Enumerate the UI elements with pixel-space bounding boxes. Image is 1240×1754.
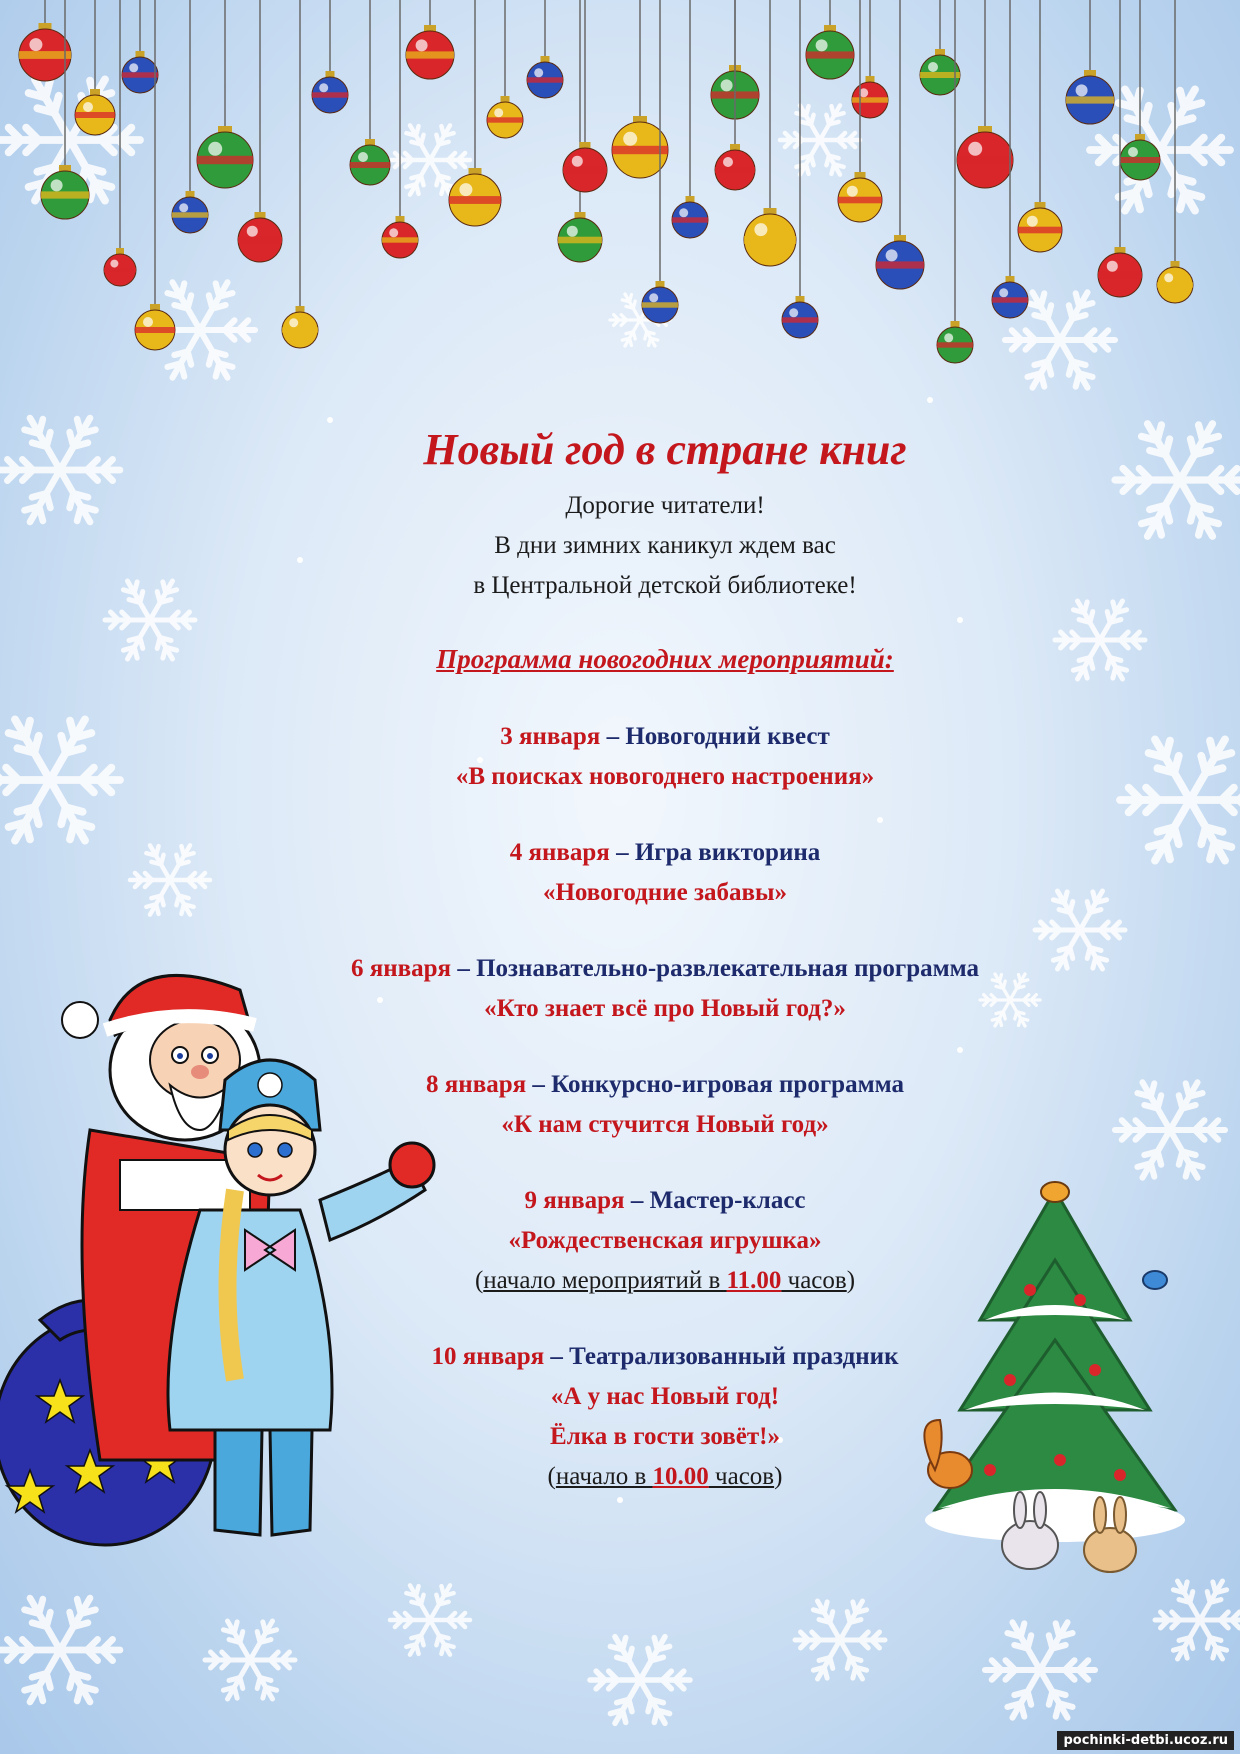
event-note-text: ) (846, 1266, 856, 1294)
ornament-ball-icon (563, 0, 607, 192)
event-item (300, 833, 1030, 913)
event-item (300, 717, 1030, 797)
event-date: 3 января (500, 722, 601, 750)
event-note-text: часов (781, 1266, 847, 1294)
event-date: 9 января (524, 1186, 625, 1214)
event-dash: – (451, 954, 477, 982)
snowflake-icon (105, 581, 195, 659)
ornament-ball-icon (75, 0, 115, 135)
event-kind: Театрализованный праздник (569, 1342, 899, 1370)
event-name: «К нам стучится Новый год» (501, 1110, 829, 1138)
program-heading: Программа новогодних мероприятий: (436, 643, 894, 674)
snowflake-icon (205, 1621, 295, 1699)
ornament-ball-icon (122, 0, 158, 93)
ornament-ball-icon (1018, 0, 1062, 252)
ornament-ball-icon (957, 0, 1013, 188)
snowflake-icon (590, 1637, 690, 1724)
ornament-ball-icon (672, 0, 708, 238)
ornament-ball-icon (527, 0, 563, 98)
intro-line: В дни зимних каникул ждем вас (494, 531, 836, 559)
intro-line: в Центральной детской библиотеке! (473, 571, 857, 599)
event-date: 4 января (509, 838, 610, 866)
snowflake-icon (1055, 601, 1145, 679)
ornament-ball-icon (312, 0, 348, 113)
event-date: 8 января (426, 1070, 527, 1098)
ornament-ball-icon (920, 0, 960, 95)
ornament-ball-icon (406, 0, 454, 79)
ornament-ball-icon (104, 0, 136, 286)
event-start-time: 11.00 (726, 1266, 782, 1294)
event-name: «В поисках новогоднего настроения» (455, 762, 875, 790)
poster-title: Новый год в стране книг (423, 425, 907, 474)
event-dash: – (600, 722, 626, 750)
ornament-ball-icon (876, 0, 924, 289)
event-kind: Мастер-класс (649, 1186, 806, 1214)
event-note-text: ( (547, 1462, 556, 1490)
ornament-ball-icon (487, 0, 523, 138)
event-name: «А у нас Новый год! (550, 1382, 780, 1410)
event-start-note (300, 1261, 1030, 1301)
event-name: Ёлка в гости зовёт!» (550, 1422, 780, 1450)
event-list (300, 717, 1030, 1497)
snowflake-icon (1115, 1082, 1225, 1177)
snowflake-icon (390, 1585, 470, 1654)
snowflake-icon (1120, 739, 1240, 860)
event-name: «Рождественская игрушка» (508, 1226, 822, 1254)
event-name: «Новогодние забавы» (542, 878, 788, 906)
event-dash: – (526, 1070, 552, 1098)
event-date: 10 января (431, 1342, 545, 1370)
event-dash: – (609, 838, 635, 866)
event-start-note (300, 1457, 1030, 1497)
snowflake-icon (795, 1601, 885, 1679)
ornament-ball-icon (282, 0, 318, 348)
event-dash: – (544, 1342, 570, 1370)
event-dash: – (624, 1186, 650, 1214)
event-kind: Игра викторина (634, 838, 821, 866)
event-note-text: начало мероприятий в (483, 1266, 727, 1294)
snowflake-icon (0, 1598, 120, 1702)
event-item (300, 1065, 1030, 1145)
event-date: 6 января (350, 954, 452, 982)
event-kind: Конкурсно-игровая программа (551, 1070, 904, 1098)
ornament-garland-icon (0, 0, 1240, 380)
event-item (300, 949, 1030, 1029)
event-item (300, 1337, 1030, 1497)
event-item (300, 1181, 1030, 1301)
event-note-text: начало в (555, 1462, 653, 1490)
sparkle-icon (327, 417, 333, 423)
event-name: «Кто знает всё про Новый год?» (484, 994, 846, 1022)
snowflake-icon (1115, 424, 1240, 537)
snowflake-icon (130, 845, 210, 914)
ornament-ball-icon (1066, 0, 1114, 124)
ornament-ball-icon (744, 0, 796, 266)
event-note-text: ( (474, 1266, 484, 1294)
snowflake-icon (1035, 891, 1125, 969)
ornament-ball-icon (1120, 0, 1160, 180)
sparkle-icon (927, 397, 933, 403)
ornament-ball-icon (238, 0, 282, 262)
poster-content (300, 425, 1030, 1533)
site-watermark: pochinki-detbi.ucoz.ru (1057, 1731, 1234, 1750)
intro-greeting: Дорогие читатели! (565, 491, 765, 519)
event-kind: Познавательно-развлекательная программа (476, 954, 980, 982)
ornament-ball-icon (558, 0, 602, 262)
snowflake-icon (985, 1622, 1095, 1717)
event-start-time: 10.00 (652, 1462, 709, 1490)
ornament-ball-icon (19, 0, 71, 81)
snowflake-icon (0, 418, 120, 522)
ornament-ball-icon (806, 0, 854, 79)
snowflake-icon (0, 719, 120, 840)
ornament-ball-icon (197, 0, 253, 188)
ornament-ball-icon (852, 0, 888, 118)
event-kind: Новогодний квест (625, 722, 830, 750)
event-note-text: часов (708, 1462, 775, 1490)
ornament-ball-icon (350, 0, 390, 185)
ornament-ball-icon (172, 0, 208, 233)
ornament-ball-icon (1157, 0, 1193, 303)
intro-text (300, 486, 1030, 606)
event-note-text: ) (774, 1462, 783, 1490)
